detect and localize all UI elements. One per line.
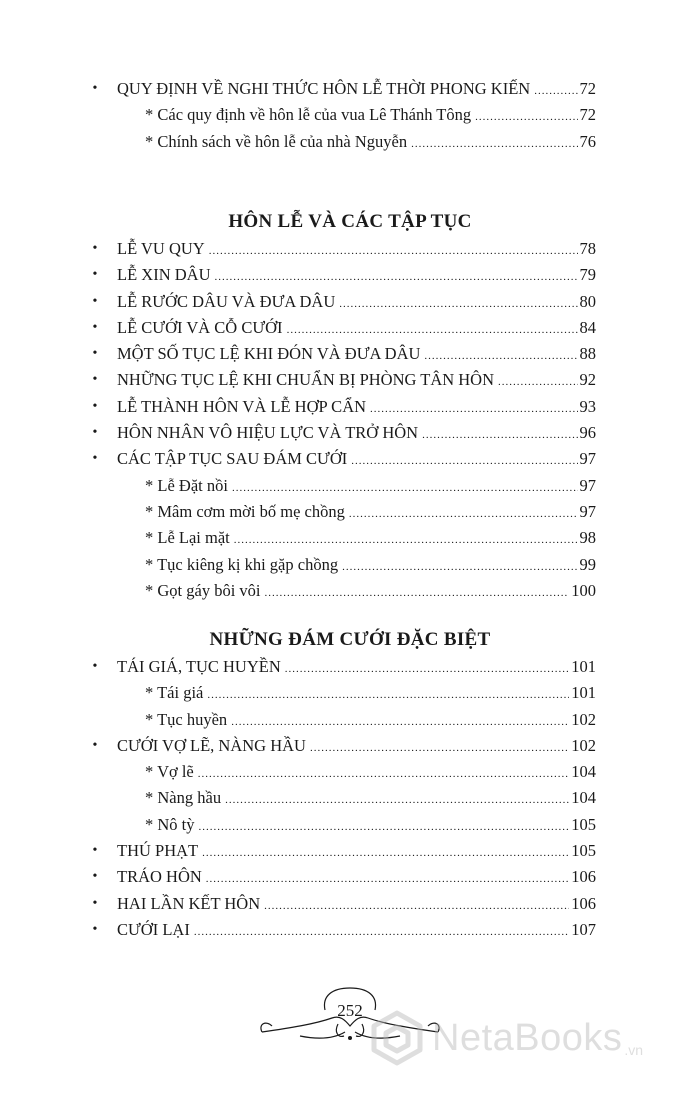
toc-entry	[0, 917, 596, 943]
dot-leader	[194, 919, 569, 945]
toc-entry	[0, 891, 596, 917]
dot-leader	[424, 343, 577, 369]
bullet-icon: •	[92, 267, 98, 283]
toc-entry-title: LỄ XIN DÂU	[117, 265, 211, 285]
toc-page-number: 101	[571, 657, 596, 676]
bullet-icon: •	[92, 241, 98, 256]
toc-entry-title: CƯỚI LẠI	[117, 919, 190, 939]
dot-leader	[199, 814, 570, 840]
toc-section-wedding-customs	[0, 208, 700, 604]
toc-page-number: 79	[579, 265, 596, 285]
toc-subentry	[0, 578, 596, 604]
toc-page-number: 96	[579, 423, 596, 443]
dot-leader	[265, 580, 570, 606]
toc-page-number: 106	[571, 867, 596, 887]
toc-entry-title: LỄ VU QUY	[117, 239, 205, 258]
toc-entry-title: * Nàng hầu	[145, 788, 222, 808]
toc-entry-title: LỄ THÀNH HÔN VÀ LỄ HỢP CẨN	[117, 396, 367, 416]
dot-leader	[231, 709, 569, 735]
netabooks-logo-icon	[368, 1009, 426, 1067]
toc-entry-title: LỄ RƯỚC DÂU VÀ ĐƯA DÂU	[117, 291, 336, 311]
toc-entry-title: * Vợ lẽ	[145, 762, 194, 782]
toc-subentry	[0, 785, 596, 811]
toc-entry-title: * Mâm cơm mời bố mẹ chồng	[145, 501, 345, 521]
watermark-logo	[368, 1008, 693, 1068]
toc-entry-title: TÁI GIÁ, TỤC HUYỀN	[117, 657, 281, 676]
toc-entry	[0, 341, 596, 367]
section-heading: HÔN LỄ VÀ CÁC TẬP TỤC	[228, 211, 472, 232]
toc-page-number: 105	[571, 814, 596, 834]
toc-entry-title: NHỮNG TỤC LỆ KHI CHUẨN BỊ PHÒNG TÂN HÔN	[117, 370, 495, 390]
bullet-icon: •	[92, 659, 98, 674]
dot-leader	[422, 422, 577, 448]
toc-entry-title: CÁC TẬP TỤC SAU ĐÁM CƯỚI	[117, 449, 348, 469]
bullet-icon: •	[92, 81, 98, 96]
toc-entry-title: HAI LẦN KẾT HÔN	[117, 893, 261, 913]
bullet-icon: •	[92, 843, 98, 859]
bullet-icon: •	[92, 372, 98, 388]
toc-entry-title: LỄ CƯỚI VÀ CỖ CƯỚI	[117, 317, 283, 337]
bullet-icon: •	[92, 869, 98, 885]
toc-subentry	[0, 525, 596, 551]
dot-leader	[498, 369, 577, 395]
dot-leader	[214, 264, 577, 290]
dot-leader	[225, 787, 569, 813]
bullet-icon: •	[92, 895, 98, 911]
toc-page-number: 72	[579, 79, 596, 98]
toc-entry	[0, 315, 596, 341]
toc-page-number: 106	[571, 893, 596, 913]
toc-page-number: 80	[579, 291, 596, 311]
toc-entry	[0, 236, 596, 262]
toc-page-number: 97	[579, 475, 596, 495]
toc-entry	[0, 289, 596, 315]
toc-subentry	[0, 812, 596, 838]
toc-entry	[0, 838, 596, 864]
toc-page-number: 104	[571, 788, 596, 808]
bullet-icon: •	[92, 737, 98, 753]
bullet-icon: •	[92, 398, 98, 414]
toc-entry-title: QUY ĐỊNH VỀ NGHI THỨC HÔN LỄ THỜI PHONG KIẾN	[117, 79, 531, 98]
toc-page-number: 97	[579, 449, 596, 469]
dot-leader	[206, 866, 569, 892]
dot-leader	[207, 682, 569, 708]
dot-leader	[475, 104, 577, 130]
toc-entry	[0, 733, 596, 759]
dot-leader	[285, 656, 569, 682]
toc-entry-title: * Lễ Đặt nồi	[145, 475, 228, 495]
dot-leader	[342, 554, 577, 580]
toc-entry-title: MỘT SỐ TỤC LỆ KHI ĐÓN VÀ ĐƯA DÂU	[117, 344, 421, 364]
watermark-brand: NetaBooks	[432, 1016, 623, 1059]
toc-page-number: 100	[571, 580, 596, 600]
toc-entry	[0, 394, 596, 420]
page-number: 252	[337, 1001, 363, 1020]
toc-entry	[0, 262, 596, 288]
toc-subentry	[0, 473, 596, 499]
section-heading: NHỮNG ĐÁM CƯỚI ĐẶC BIỆT	[209, 629, 491, 650]
bullet-icon: •	[92, 319, 98, 335]
dot-leader	[534, 78, 577, 104]
toc-page-number: 72	[579, 105, 596, 125]
dot-leader	[202, 840, 569, 866]
toc-entry	[0, 76, 596, 102]
toc-entry-title: THÚ PHẠT	[117, 841, 199, 861]
toc-page-number: 101	[571, 683, 596, 703]
dot-leader	[234, 527, 578, 553]
toc-page-number: 104	[571, 762, 596, 782]
toc-page-number: 92	[579, 370, 596, 390]
dot-leader	[264, 893, 569, 919]
toc-entry-title: * Tái giá	[145, 683, 204, 703]
toc-entry-title: CƯỚI VỢ LẼ, NÀNG HẦU	[117, 735, 306, 755]
dot-leader	[310, 735, 569, 761]
toc-subentry	[0, 129, 596, 155]
toc-entry-title: * Tục huyền	[145, 709, 228, 729]
toc-page-number: 99	[579, 554, 596, 574]
toc-subentry	[0, 707, 596, 733]
dot-leader	[232, 475, 578, 501]
toc-page-number: 93	[579, 396, 596, 416]
toc-entry	[0, 420, 596, 446]
toc-subentry	[0, 499, 596, 525]
toc-subentry	[0, 680, 596, 706]
dot-leader	[349, 501, 578, 527]
toc-entry-title: HÔN NHÂN VÔ HIỆU LỰC VÀ TRỞ HÔN	[117, 423, 419, 443]
dot-leader	[287, 317, 578, 343]
toc-entry-title: * Lễ Lại mặt	[145, 528, 230, 548]
bullet-icon: •	[92, 451, 98, 467]
bullet-icon: •	[92, 293, 98, 309]
toc-entry-title: * Nô tỳ	[145, 814, 195, 834]
toc-entry-title: TRÁO HÔN	[117, 867, 202, 887]
watermark-suffix: .vn	[624, 1042, 644, 1058]
bullet-icon: •	[92, 921, 98, 937]
toc-page-number: 97	[579, 501, 596, 521]
bullet-icon: •	[92, 346, 98, 362]
toc-entry	[0, 367, 596, 393]
bullet-icon: •	[92, 425, 98, 441]
toc-entry-title: * Các quy định về hôn lễ của vua Lê Thánh Tông	[145, 105, 472, 125]
toc-section-feudal-rules	[0, 76, 700, 155]
toc-page-number: 102	[571, 735, 596, 755]
dot-leader	[198, 761, 569, 787]
dot-leader	[339, 291, 577, 317]
toc-page-number: 84	[579, 317, 596, 337]
toc-page-number: 78	[579, 239, 596, 258]
toc-entry	[0, 654, 596, 680]
toc-entry-title: * Chính sách về hôn lễ của nhà Nguyễn	[145, 131, 408, 151]
toc-subentry	[0, 102, 596, 128]
toc-entry-title: * Gọt gáy bôi vôi	[145, 580, 261, 600]
toc-page-number: 88	[579, 344, 596, 364]
toc-page-number: 76	[579, 131, 596, 151]
toc-section-special-weddings	[0, 626, 700, 943]
toc-entry-title: * Tục kiêng kị khi gặp chồng	[145, 554, 339, 574]
toc-page-number: 107	[571, 919, 596, 939]
toc-subentry	[0, 759, 596, 785]
toc-page-number: 102	[571, 709, 596, 729]
toc-entry	[0, 446, 596, 472]
toc-page-number: 98	[579, 528, 596, 548]
dot-leader	[370, 396, 577, 422]
dot-leader	[351, 448, 577, 474]
toc-page-number: 105	[571, 841, 596, 861]
dot-leader	[209, 238, 578, 264]
toc-entry	[0, 864, 596, 890]
dot-leader	[411, 131, 577, 157]
toc-subentry	[0, 552, 596, 578]
